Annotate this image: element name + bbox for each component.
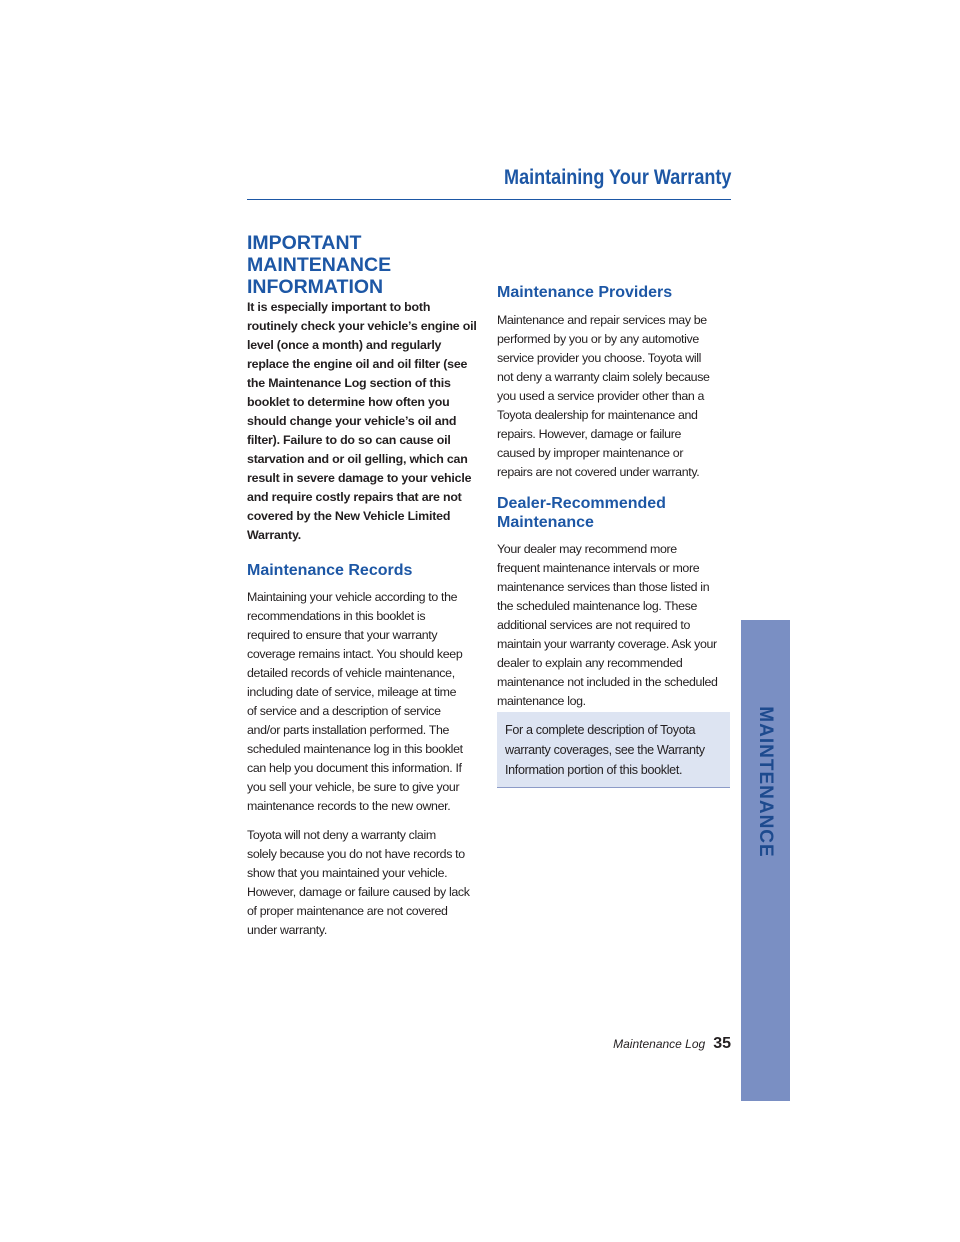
text-line: coverage remains intact. You should keep bbox=[247, 647, 463, 661]
text-line: scheduled maintenance log in this booklet bbox=[247, 742, 463, 756]
text-line: maintenance log. bbox=[497, 694, 586, 708]
text-line: under warranty. bbox=[247, 923, 327, 937]
text-line: including date of service, mileage at time bbox=[247, 685, 457, 699]
text-line: not deny a warranty claim solely because bbox=[497, 370, 710, 384]
text-line: of proper maintenance are not covered bbox=[247, 904, 448, 918]
providers-heading: Maintenance Providers bbox=[497, 284, 673, 301]
text-line: maintenance not included in the scheduled bbox=[497, 675, 718, 689]
text-line: For a complete description of Toyota bbox=[505, 723, 696, 737]
dealer-heading-line2: Maintenance bbox=[497, 514, 594, 531]
note-text bbox=[505, 720, 722, 780]
text-line: repairs are not covered under warranty. bbox=[497, 465, 700, 479]
text-line: dealer to explain any recommended bbox=[497, 656, 683, 670]
providers-paragraph bbox=[497, 311, 732, 482]
text-line: It is especially important to both bbox=[247, 300, 431, 314]
text-line: Warranty. bbox=[247, 528, 301, 542]
text-line: maintain your warranty coverage. Ask your bbox=[497, 637, 717, 651]
important-paragraph bbox=[247, 298, 487, 545]
text-line: should change your vehicle’s oil and bbox=[247, 414, 457, 428]
text-line: maintenance records to the new owner. bbox=[247, 799, 451, 813]
text-line: starvation and or oil gelling, which can bbox=[247, 452, 468, 466]
text-line: However, damage or failure caused by lack bbox=[247, 885, 470, 899]
important-heading-line1: IMPORTANT MAINTENANCE bbox=[247, 232, 392, 276]
text-line: solely because you do not have records to bbox=[247, 847, 465, 861]
text-line: Maintaining your vehicle according to the bbox=[247, 590, 458, 604]
text-line: booklet to determine how often you bbox=[247, 395, 450, 409]
dealer-heading bbox=[497, 494, 732, 532]
records-paragraph-1 bbox=[247, 588, 487, 816]
text-line: Information portion of this booklet. bbox=[505, 763, 683, 777]
text-line: the Maintenance Log section of this bbox=[247, 376, 451, 390]
warranty-note-box bbox=[497, 712, 730, 788]
text-line: recommendations in this booklet is bbox=[247, 609, 426, 623]
text-line: show that you maintained your vehicle. bbox=[247, 866, 448, 880]
page-number: 35 bbox=[713, 1035, 731, 1052]
text-line: Your dealer may recommend more bbox=[497, 542, 677, 556]
text-line: can help you document this information. If bbox=[247, 761, 462, 775]
text-line: warranty coverages, see the Warranty bbox=[505, 743, 705, 757]
text-line: caused by improper maintenance or bbox=[497, 446, 684, 460]
text-line: result in severe damage to your vehicle bbox=[247, 471, 472, 485]
text-line: performed by you or by any automotive bbox=[497, 332, 699, 346]
dealer-heading-line1: Dealer-Recommended bbox=[497, 495, 666, 512]
text-line: required to ensure that your warranty bbox=[247, 628, 438, 642]
text-line: Toyota will not deny a warranty claim bbox=[247, 828, 436, 842]
dealer-paragraph bbox=[497, 540, 732, 711]
text-line: additional services are not required to bbox=[497, 618, 690, 632]
left-column bbox=[247, 232, 487, 950]
text-line: maintenance services than those listed in bbox=[497, 580, 710, 594]
text-line: Toyota dealership for maintenance and bbox=[497, 408, 698, 422]
text-line: level (once a month) and regularly bbox=[247, 338, 442, 352]
footer-section-name: Maintenance Log bbox=[613, 1037, 706, 1051]
text-line: detailed records of vehicle maintenance, bbox=[247, 666, 455, 680]
records-paragraph-2 bbox=[247, 826, 487, 940]
right-column bbox=[497, 283, 732, 721]
text-line: repairs. However, damage or failure bbox=[497, 427, 682, 441]
text-line: and/or parts installation performed. The bbox=[247, 723, 450, 737]
text-line: you used a service provider other than a bbox=[497, 389, 705, 403]
text-line: frequent maintenance intervals or more bbox=[497, 561, 700, 575]
page-title: Maintaining Your Warranty bbox=[503, 166, 731, 189]
side-tab-label: MAINTENANCE bbox=[755, 706, 776, 858]
text-line: you sell your vehicle, be sure to give your bbox=[247, 780, 460, 794]
text-line: Maintenance and repair services may be bbox=[497, 313, 707, 327]
text-line: replace the engine oil and oil filter (see bbox=[247, 357, 468, 371]
text-line: and require costly repairs that are not bbox=[247, 490, 462, 504]
page-footer bbox=[613, 1035, 731, 1053]
important-heading bbox=[247, 232, 487, 298]
important-heading-line2: INFORMATION bbox=[247, 276, 384, 298]
text-line: of service and a description of service bbox=[247, 704, 441, 718]
text-line: routinely check your vehicle’s engine oil bbox=[247, 319, 477, 333]
text-line: service provider you choose. Toyota will bbox=[497, 351, 702, 365]
text-line: covered by the New Vehicle Limited bbox=[247, 509, 451, 523]
title-divider bbox=[247, 199, 731, 200]
section-side-tab bbox=[741, 620, 790, 1101]
records-heading: Maintenance Records bbox=[247, 562, 413, 579]
text-line: the scheduled maintenance log. These bbox=[497, 599, 698, 613]
text-line: filter). Failure to do so can cause oil bbox=[247, 433, 451, 447]
